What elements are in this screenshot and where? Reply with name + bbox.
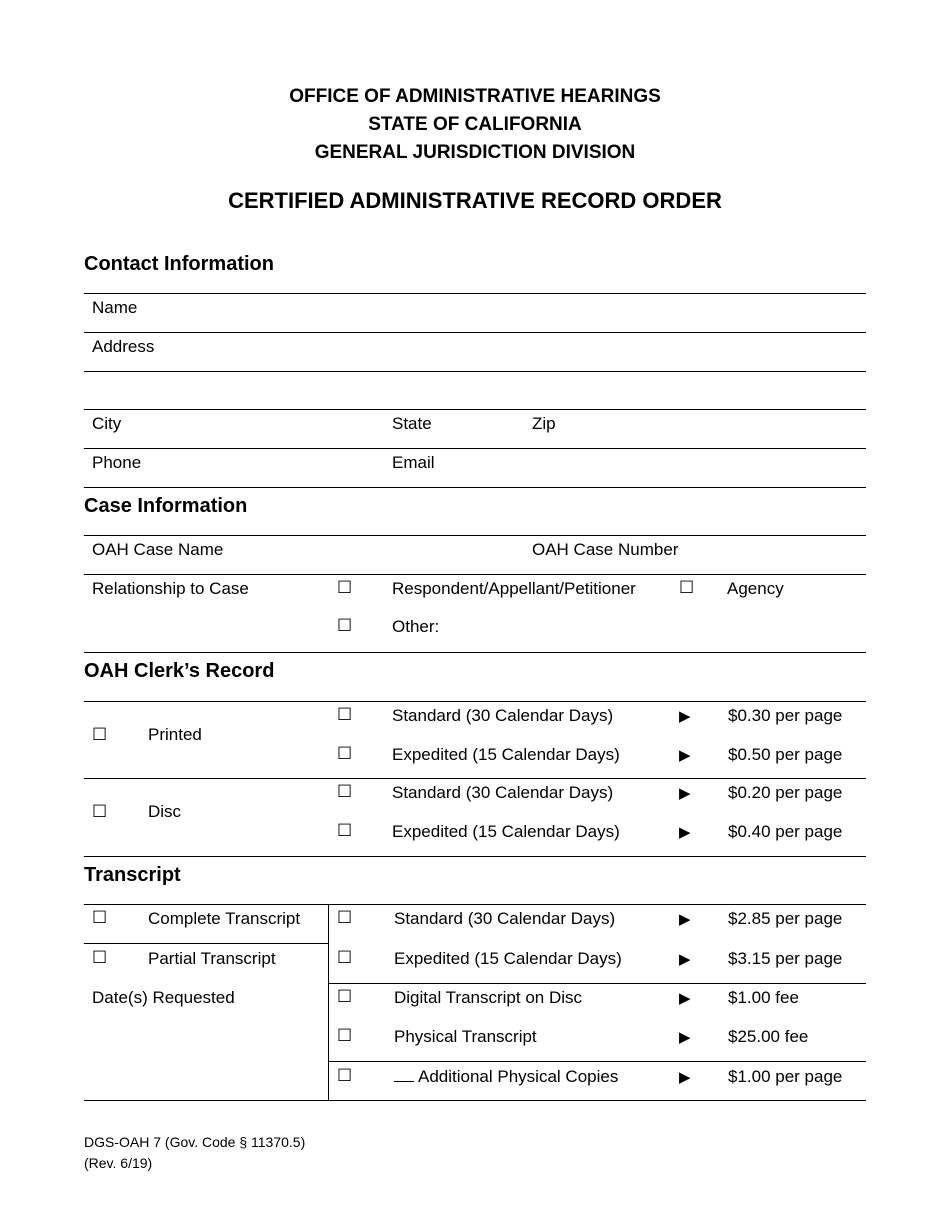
divider: [84, 448, 866, 449]
printed-expedited-label: Expedited (15 Calendar Days): [392, 745, 620, 764]
form-title: CERTIFIED ADMINISTRATIVE RECORD ORDER: [228, 188, 722, 213]
disc-checkbox[interactable]: ☐: [92, 802, 108, 822]
arrow-icon: ▶: [679, 1068, 691, 1086]
email-field-label[interactable]: Email: [392, 453, 435, 472]
divider: [84, 409, 866, 410]
transcript-standard-label: Standard (30 Calendar Days): [394, 909, 616, 928]
transcript-standard-price: $2.85 per page: [728, 909, 843, 928]
arrow-icon: ▶: [679, 746, 691, 764]
dates-requested-label[interactable]: Date(s) Requested: [92, 988, 235, 1007]
form-revision: (Rev. 6/19): [84, 1155, 153, 1171]
disc-standard-price: $0.20 per page: [728, 783, 843, 802]
respondent-option-label: Respondent/Appellant/Petitioner: [392, 579, 636, 598]
physical-transcript-checkbox[interactable]: ☐: [337, 1026, 353, 1046]
printed-standard-checkbox[interactable]: ☐: [337, 705, 353, 725]
form-id: DGS-OAH 7 (Gov. Code § 11370.5): [84, 1134, 306, 1150]
printed-expedited-checkbox[interactable]: ☐: [337, 744, 353, 764]
digital-transcript-label: Digital Transcript on Disc: [394, 988, 583, 1007]
address-field-label[interactable]: Address: [92, 337, 155, 356]
disc-standard-checkbox[interactable]: ☐: [337, 782, 353, 802]
relationship-label: Relationship to Case: [92, 579, 249, 598]
divider: [84, 487, 866, 488]
arrow-icon: ▶: [679, 823, 691, 841]
physical-transcript-price: $25.00 fee: [728, 1027, 809, 1046]
transcript-expedited-checkbox[interactable]: ☐: [337, 948, 353, 968]
arrow-icon: ▶: [679, 707, 691, 725]
divider: [84, 778, 866, 779]
printed-label: Printed: [148, 725, 202, 744]
additional-copies-checkbox[interactable]: ☐: [337, 1066, 353, 1086]
transcript-heading: Transcript: [84, 864, 181, 886]
contact-heading: Contact Information: [84, 253, 274, 275]
additional-copies-price: $1.00 per page: [728, 1067, 843, 1086]
disc-standard-label: Standard (30 Calendar Days): [392, 783, 614, 802]
column-divider: [328, 904, 329, 1100]
divider: [84, 652, 866, 653]
disc-expedited-checkbox[interactable]: ☐: [337, 821, 353, 841]
state-field-label[interactable]: State: [392, 414, 432, 433]
physical-transcript-label: Physical Transcript: [394, 1027, 537, 1046]
divider: [84, 856, 866, 857]
divider: [84, 371, 866, 372]
transcript-expedited-label: Expedited (15 Calendar Days): [394, 949, 622, 968]
divider: [84, 293, 866, 294]
divider: [84, 574, 866, 575]
agency-checkbox[interactable]: ☐: [679, 578, 695, 598]
zip-field-label[interactable]: Zip: [532, 414, 556, 433]
transcript-expedited-price: $3.15 per page: [728, 949, 843, 968]
partial-transcript-label: Partial Transcript: [148, 949, 276, 968]
arrow-icon: ▶: [679, 950, 691, 968]
state-name: STATE OF CALIFORNIA: [368, 114, 582, 135]
divider: [84, 904, 866, 905]
arrow-icon: ▶: [679, 1028, 691, 1046]
transcript-standard-checkbox[interactable]: ☐: [337, 908, 353, 928]
divider: [84, 332, 866, 333]
phone-field-label[interactable]: Phone: [92, 453, 142, 472]
case-number-field-label[interactable]: OAH Case Number: [532, 540, 679, 559]
respondent-checkbox[interactable]: ☐: [337, 578, 353, 598]
divider: [328, 983, 866, 984]
case-heading: Case Information: [84, 495, 248, 517]
divider: [84, 535, 866, 536]
printed-expedited-price: $0.50 per page: [728, 745, 843, 764]
case-name-field-label[interactable]: OAH Case Name: [92, 540, 224, 559]
divider: [328, 1061, 866, 1062]
disc-expedited-price: $0.40 per page: [728, 822, 843, 841]
city-field-label[interactable]: City: [92, 414, 122, 433]
arrow-icon: ▶: [679, 784, 691, 802]
additional-copies-label: Additional Physical Copies: [418, 1067, 619, 1086]
agency-option-label: Agency: [727, 579, 784, 598]
arrow-icon: ▶: [679, 910, 691, 928]
division-name: GENERAL JURISDICTION DIVISION: [314, 142, 636, 163]
additional-copies-row: [394, 1067, 618, 1087]
divider: [84, 943, 328, 944]
printed-standard-label: Standard (30 Calendar Days): [392, 706, 614, 725]
digital-transcript-price: $1.00 fee: [728, 988, 799, 1007]
digital-transcript-checkbox[interactable]: ☐: [337, 987, 353, 1007]
disc-label: Disc: [148, 802, 182, 821]
disc-expedited-label: Expedited (15 Calendar Days): [392, 822, 620, 841]
printed-checkbox[interactable]: ☐: [92, 725, 108, 745]
complete-transcript-label: Complete Transcript: [148, 909, 301, 928]
arrow-icon: ▶: [679, 989, 691, 1007]
divider: [84, 701, 866, 702]
copies-count-blank[interactable]: [394, 1067, 414, 1082]
name-field-label[interactable]: Name: [92, 298, 138, 317]
agency-name: OFFICE OF ADMINISTRATIVE HEARINGS: [289, 86, 661, 107]
divider: [84, 1100, 866, 1101]
other-checkbox[interactable]: ☐: [337, 616, 353, 636]
partial-transcript-checkbox[interactable]: ☐: [92, 948, 108, 968]
printed-standard-price: $0.30 per page: [728, 706, 843, 725]
complete-transcript-checkbox[interactable]: ☐: [92, 908, 108, 928]
clerk-record-heading: OAH Clerk’s Record: [84, 660, 275, 682]
other-option-label: Other:: [392, 617, 440, 636]
